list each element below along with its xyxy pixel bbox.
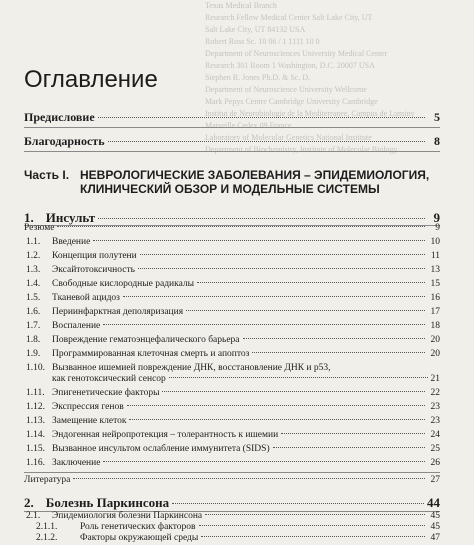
page-number: 20 (430, 335, 440, 345)
toc-entry-acknowledgements[interactable] (24, 134, 440, 149)
bleed-line: Mark Pepys Centre Cambridge University Cambridge (205, 97, 378, 106)
bleed-line: Texas Medical Branch (205, 1, 277, 10)
section-number: 1.10. (26, 363, 45, 373)
toc-section-1-12[interactable] (24, 402, 440, 412)
dot-leader (108, 141, 425, 142)
page-number: 45 (430, 522, 440, 532)
dot-leader (123, 296, 425, 297)
dot-leader (98, 117, 425, 118)
section-number: 1.13. (26, 416, 45, 426)
section-number: 1.11. (26, 388, 45, 398)
bleed-line: Department of Neuroscience University Wellcome (205, 85, 367, 94)
page-number: 8 (434, 134, 440, 148)
toc-section-1-6[interactable] (24, 307, 440, 317)
section-number: 1.5. (26, 293, 41, 303)
bleed-line: Department of Neurosciences University Medical Center (205, 49, 388, 58)
dot-leader (129, 419, 425, 420)
section-number: 2.1.1. (36, 522, 58, 532)
page-number: 23 (430, 402, 440, 412)
bleed-line: Stephen R. Jones Ph.D. & Sc. D. (205, 73, 311, 82)
part-label: Часть I. (24, 168, 70, 182)
entry-label: Благодарность (24, 134, 105, 148)
toc-section-2-1[interactable] (24, 511, 440, 521)
dot-leader (127, 405, 425, 406)
bleed-line: Salt Lake City, UT 84132 USA (205, 25, 306, 34)
dot-leader (57, 226, 425, 227)
dot-leader (162, 391, 425, 392)
section-label: Заключение (52, 458, 101, 468)
dot-leader (205, 514, 425, 515)
toc-section-1-10[interactable] (24, 363, 440, 385)
toc-entry-summary[interactable] (24, 223, 440, 233)
page-number: 26 (430, 458, 440, 468)
toc-section-1-13[interactable] (24, 416, 440, 426)
section-label: Факторы окружающей среды (80, 533, 199, 543)
bleed-line: Robert Ross Sc. 10 06 / 1 1111 10 0 (205, 37, 320, 46)
dot-leader (73, 478, 425, 479)
toc-section-1-5[interactable] (24, 293, 440, 303)
section-label: Экспрессия генов (52, 402, 124, 412)
page-number: 15 (430, 279, 440, 289)
entry-label: Предисловие (24, 110, 95, 124)
section-label: Тканевой ацидоз (52, 293, 120, 303)
dot-leader (93, 240, 425, 241)
page-number: 9 (435, 223, 440, 233)
section-number: 1.14. (26, 430, 45, 440)
page-number: 44 (427, 495, 440, 510)
section-label: Введение (52, 237, 91, 247)
section-number: 1.4. (26, 279, 41, 289)
page-number: 25 (430, 444, 440, 454)
bleed-through-text (205, 0, 467, 180)
section-number: 1.15. (26, 444, 45, 454)
page-number: 21 (430, 374, 440, 384)
page-number: 20 (430, 349, 440, 359)
page-number: 23 (430, 416, 440, 426)
chapter-title: Болезнь Паркинсона (45, 495, 170, 510)
section-label-continued: как генотоксический сенсор (52, 374, 166, 384)
page-number: 24 (430, 430, 440, 440)
page-number: 47 (430, 533, 440, 543)
dot-leader (197, 282, 425, 283)
section-label: Периинфарктная деполяризация (52, 307, 184, 317)
section-label: Замещение клеток (52, 416, 127, 426)
section-label: Концепция полутени (52, 251, 137, 261)
bleed-line: Institut de Neurobiologie de la Mediterranee, Campus de Luminy (205, 109, 415, 118)
section-label: Вызванное ишемией повреждение ДНК, восстановление ДНК и p53, (52, 363, 331, 373)
toc-section-1-2[interactable] (24, 251, 440, 261)
dot-leader (252, 352, 425, 353)
toc-section-1-16[interactable] (24, 458, 440, 468)
section-label: Роль генетических факторов (80, 522, 196, 532)
toc-section-1-15[interactable] (24, 444, 440, 454)
page-number: 13 (430, 265, 440, 275)
section-label: Эпидемиология болезни Паркинсона (52, 511, 203, 521)
toc-section-1-8[interactable] (24, 335, 440, 345)
section-label: Эндогенная нейропротекция – толерантность к ишемии (52, 430, 279, 440)
section-number: 1.1. (26, 237, 41, 247)
chapter-number: 2. (24, 495, 34, 510)
toc-subsection-2-1-1[interactable] (24, 522, 440, 532)
divider (24, 472, 440, 473)
toc-section-1-14[interactable] (24, 430, 440, 440)
page-number: 27 (430, 475, 440, 485)
section-number: 2.1.2. (36, 533, 58, 543)
page-number: 45 (430, 511, 440, 521)
toc-section-1-3[interactable] (24, 265, 440, 275)
page-number: 10 (430, 237, 440, 247)
bleed-line: Department of Biochemistry, Institute of Molecular Biology (205, 145, 398, 154)
section-number: 1.7. (26, 321, 41, 331)
section-label: Свободные кислородные радикалы (52, 279, 195, 289)
toc-section-1-9[interactable] (24, 349, 440, 359)
part-heading (24, 168, 444, 196)
section-number: 2.1. (26, 511, 41, 521)
section-number: 1.8. (26, 335, 41, 345)
divider (24, 127, 440, 128)
part-title: НЕВРОЛОГИЧЕСКИЕ ЗАБОЛЕВАНИЯ – ЭПИДЕМИОЛОГИЯ, КЛИНИЧЕСКИЙ ОБЗОР И МОДЕЛЬНЫЕ СИСТЕМЫ (80, 168, 430, 196)
page-number: 17 (430, 307, 440, 317)
section-label: Воспаление (52, 321, 101, 331)
toc-subsection-2-1-2[interactable] (24, 533, 440, 543)
toc-section-1-1[interactable] (24, 237, 440, 247)
dot-leader (281, 433, 425, 434)
section-number: 1.12. (26, 402, 45, 412)
section-label: Повреждение гематоэнцефалического барьера (52, 335, 240, 345)
chapter-number: 1. (24, 210, 34, 225)
page-number: 11 (430, 251, 440, 261)
divider (24, 151, 440, 152)
section-number: 1.16. (26, 458, 45, 468)
bleed-line: Marseille Cedex 09 France (205, 121, 292, 130)
dot-leader (201, 536, 425, 537)
chapter-title: Инсульт (45, 210, 96, 225)
section-number: 1.2. (26, 251, 41, 261)
section-label: Вызванное инсультом ослабление иммунитета (SIDS) (52, 444, 270, 454)
page-number: 22 (430, 388, 440, 398)
dot-leader (169, 377, 428, 378)
bleed-line: Research Fellow Medical Center Salt Lake City, UT (205, 13, 373, 22)
toc-chapter-2[interactable] (24, 495, 440, 511)
bleed-line: Laboratory of Molecular Genetics National Institute (205, 133, 372, 142)
dot-leader (172, 503, 424, 504)
dot-leader (140, 254, 425, 255)
dot-leader (243, 338, 425, 339)
entry-label: Резюме (24, 223, 55, 233)
dot-leader (103, 324, 425, 325)
section-label: Эпигенетические факторы (52, 388, 160, 398)
section-number: 1.3. (26, 265, 41, 275)
dot-leader (199, 525, 425, 526)
toc-entry-literature[interactable] (24, 475, 440, 485)
section-label: Эксайтотоксичность (52, 265, 135, 275)
toc-entry-preface[interactable] (24, 110, 440, 125)
toc-section-1-7[interactable] (24, 321, 440, 331)
toc-section-1-4[interactable] (24, 279, 440, 289)
section-label: Программированная клеточная смерть и апоптоз (52, 349, 250, 359)
dot-leader (138, 268, 425, 269)
section-number: 1.6. (26, 307, 41, 317)
dot-leader (186, 310, 425, 311)
toc-section-1-11[interactable] (24, 388, 440, 398)
dot-leader (98, 218, 425, 219)
section-number: 1.9. (26, 349, 41, 359)
page-number: 18 (430, 321, 440, 331)
page-number: 5 (434, 110, 440, 124)
toc-title: Оглавление (24, 66, 158, 93)
page-number: 16 (430, 293, 440, 303)
bleed-line: Research 301 Room 1 Washington, D.C. 20007 USA (205, 61, 375, 70)
entry-label: Литература (24, 475, 71, 485)
dot-leader (273, 447, 425, 448)
dot-leader (103, 461, 425, 462)
page-number: 9 (433, 210, 440, 225)
